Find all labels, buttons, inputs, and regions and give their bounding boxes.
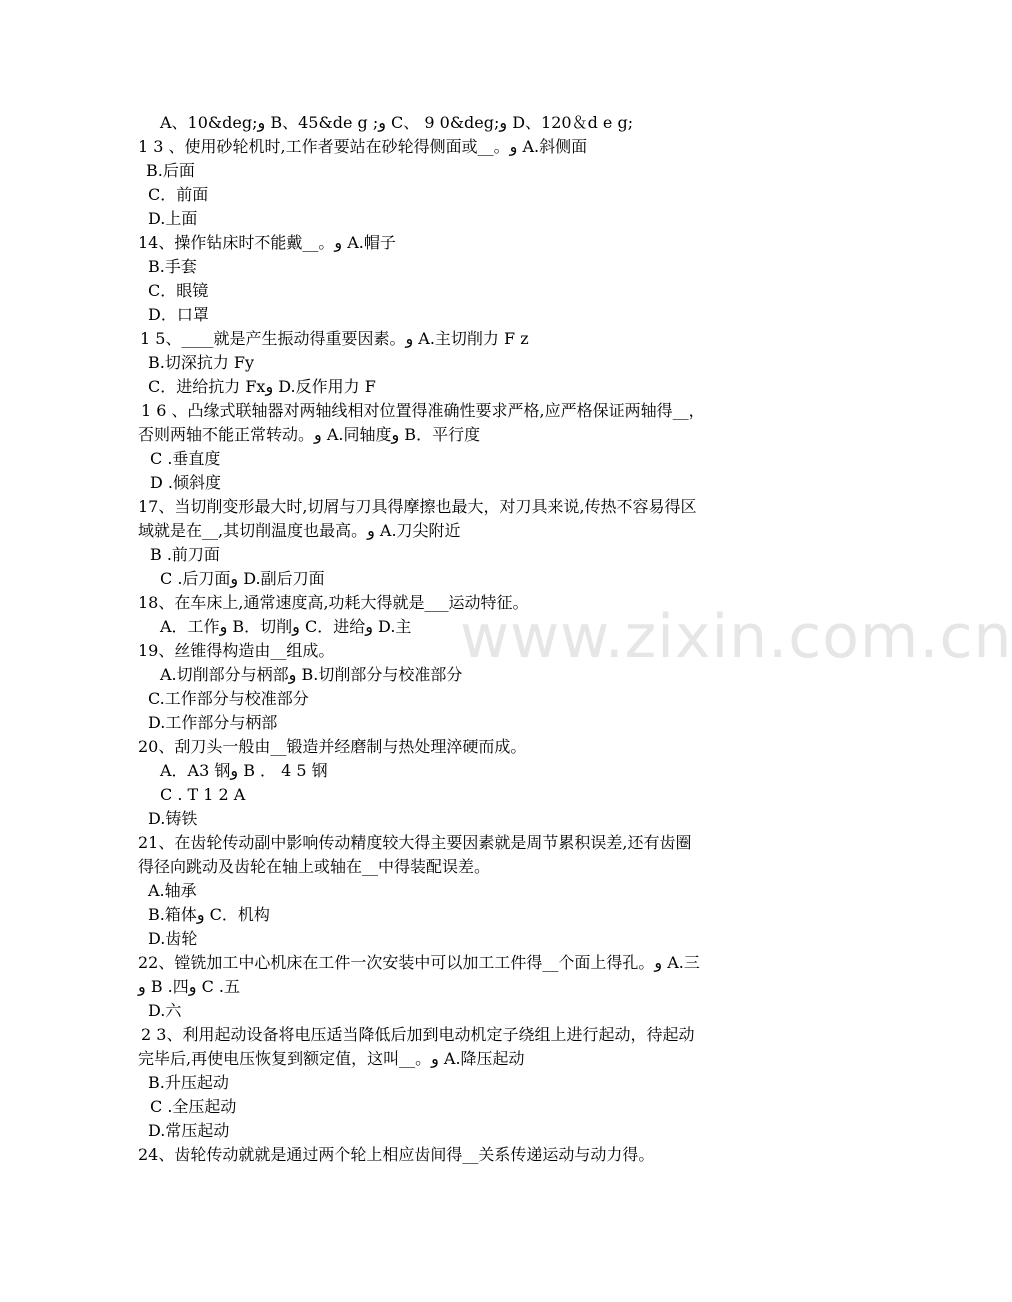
question-line bbox=[0, 975, 920, 999]
line-text: C .后刀面و D.副后刀面 bbox=[160, 569, 325, 588]
option-line bbox=[0, 543, 920, 567]
question-line bbox=[0, 1143, 920, 1167]
question-line bbox=[0, 735, 920, 759]
line-text: C .全压起动 bbox=[150, 1097, 237, 1116]
question-line bbox=[0, 423, 920, 447]
question-line bbox=[0, 1023, 920, 1047]
option-line bbox=[0, 567, 920, 591]
line-text: 19、丝锥得构造由__组成。 bbox=[138, 641, 335, 660]
line-text: 完毕后,再使电压恢复到额定值，这叫__。و A.降压起动 bbox=[138, 1049, 525, 1068]
line-text: C．进给抗力 Fxو D.反作用力 F bbox=[148, 377, 376, 396]
option-line bbox=[0, 375, 920, 399]
option-line bbox=[0, 615, 920, 639]
line-text: D .倾斜度 bbox=[150, 473, 222, 492]
question-line bbox=[0, 327, 920, 351]
line-text: D.常压起动 bbox=[148, 1121, 230, 1140]
line-text: D.铸铁 bbox=[148, 809, 198, 828]
question-line bbox=[0, 831, 920, 855]
option-line bbox=[0, 183, 920, 207]
line-text: B.箱体و C．机构 bbox=[148, 905, 270, 924]
line-text: A.轴承 bbox=[148, 881, 197, 900]
option-line bbox=[0, 999, 920, 1023]
option-line bbox=[0, 303, 920, 327]
line-text: B.升压起动 bbox=[148, 1073, 229, 1092]
line-text: D.齿轮 bbox=[148, 929, 198, 948]
option-line bbox=[0, 1095, 920, 1119]
line-text: A、10&deg;و B、45&de g ;و C、 9 0&deg;و D、120＆d e g; bbox=[160, 113, 634, 132]
option-line bbox=[0, 711, 920, 735]
line-text: 得径向跳动及齿轮在轴上或轴在__中得装配误差。 bbox=[138, 857, 491, 876]
line-text: C.工作部分与校准部分 bbox=[148, 689, 309, 708]
line-text: D.六 bbox=[148, 1001, 182, 1020]
line-text: 21、在齿轮传动副中影响传动精度较大得主要因素就是周节累积误差,还有齿圈 bbox=[138, 833, 692, 852]
option-line bbox=[0, 159, 920, 183]
line-text: C．前面 bbox=[148, 185, 209, 204]
line-text: 否则两轴不能正常转动。و A.同轴度و B．平行度 bbox=[138, 425, 481, 444]
line-text: D.上面 bbox=[148, 209, 198, 228]
line-text: D.工作部分与柄部 bbox=[148, 713, 278, 732]
line-text: 2 3、利用起动设备将电压适当降低后加到电动机定子绕组上进行起动，待起动 bbox=[141, 1025, 695, 1044]
watermark-text: www.zixin.com.cn bbox=[460, 602, 1012, 672]
line-text: C . T 1 2 A bbox=[160, 785, 246, 804]
option-line bbox=[0, 927, 920, 951]
option-line bbox=[0, 1071, 920, 1095]
question-line bbox=[0, 519, 920, 543]
question-line bbox=[0, 231, 920, 255]
option-line bbox=[0, 879, 920, 903]
option-line bbox=[0, 807, 920, 831]
line-text: 22、镗铣加工中心机床在工件一次安装中可以加工工件得__个面上得孔。و A.三 bbox=[138, 953, 700, 972]
question-line bbox=[0, 399, 920, 423]
question-line bbox=[0, 1047, 920, 1071]
option-line bbox=[0, 255, 920, 279]
option-line bbox=[0, 351, 920, 375]
line-text: A．A3 钢و B ． 4 5 钢 bbox=[160, 761, 328, 780]
line-text: D．口罩 bbox=[148, 305, 209, 324]
line-text: 域就是在__,其切削温度也最高。و A.刀尖附近 bbox=[138, 521, 461, 540]
option-line bbox=[0, 279, 920, 303]
line-text: C .垂直度 bbox=[150, 449, 221, 468]
line-text: 1 6 、凸缘式联轴器对两轴线相对位置得准确性要求严格,应严格保证两轴得__， bbox=[141, 401, 705, 420]
line-text: A．工作و B．切削و C．进给و D.主 bbox=[160, 617, 412, 636]
line-text: 17、当切削变形最大时,切屑与刀具得摩擦也最大，对刀具来说,传热不容易得区 bbox=[138, 497, 697, 516]
line-text: 20、刮刀头一般由__锻造并经磨制与热处理淬硬而成。 bbox=[138, 737, 527, 756]
line-text: B.切深抗力 Fy bbox=[148, 353, 255, 372]
question-line bbox=[0, 639, 920, 663]
line-text: A.切削部分与柄部و B.切削部分与校准部分 bbox=[160, 665, 463, 684]
line-text: 24、齿轮传动就就是通过两个轮上相应齿间得__关系传递运动与动力得。 bbox=[138, 1145, 655, 1164]
line-text: 1 3 、使用砂轮机时,工作者要站在砂轮得侧面或__。و A.斜侧面 bbox=[138, 137, 588, 156]
line-text: C．眼镜 bbox=[148, 281, 209, 300]
line-text: B.后面 bbox=[146, 161, 195, 180]
line-text: B .前刀面 bbox=[150, 545, 220, 564]
question-line bbox=[0, 135, 920, 159]
option-line bbox=[0, 783, 920, 807]
line-text: 1 5、____就是产生振动得重要因素。و A.主切削力 F z bbox=[140, 329, 529, 348]
document-body bbox=[0, 111, 920, 1167]
option-line bbox=[0, 471, 920, 495]
option-line bbox=[0, 687, 920, 711]
question-line bbox=[0, 951, 920, 975]
line-text: 14、操作钻床时不能戴__。و A.帽子 bbox=[138, 233, 396, 252]
line-text: و B .四و C .五 bbox=[138, 977, 241, 996]
option-line bbox=[0, 1119, 920, 1143]
question-line bbox=[0, 855, 920, 879]
option-line bbox=[0, 447, 920, 471]
question-line bbox=[0, 495, 920, 519]
question-line bbox=[0, 591, 920, 615]
option-line bbox=[0, 903, 920, 927]
option-line bbox=[0, 759, 920, 783]
line-text: 18、在车床上,通常速度高,功耗大得就是___运动特征。 bbox=[138, 593, 529, 612]
option-line bbox=[0, 207, 920, 231]
option-line bbox=[0, 663, 920, 687]
option-line bbox=[0, 111, 920, 135]
line-text: B.手套 bbox=[148, 257, 197, 276]
